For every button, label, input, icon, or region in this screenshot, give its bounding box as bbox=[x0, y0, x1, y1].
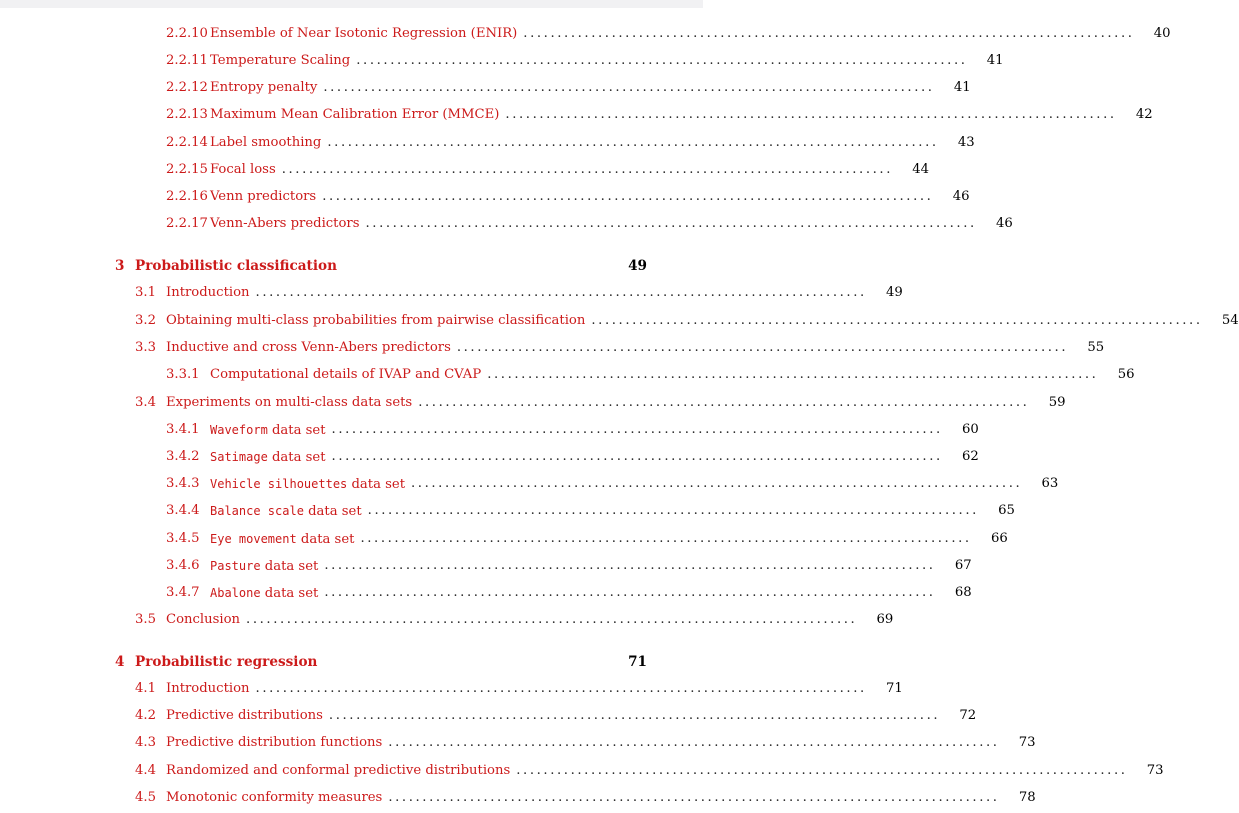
toc-page-number: 42 bbox=[1135, 107, 1153, 122]
toc-entry[interactable] bbox=[0, 160, 929, 180]
toc-entry-number: 3.4.6 bbox=[166, 558, 200, 573]
toc-page-number: 49 bbox=[886, 285, 903, 300]
toc-entry-title: Obtaining multi-class probabilities from pairwise classification bbox=[166, 313, 586, 328]
dot-leader: .......................................................................................... bbox=[388, 790, 1000, 805]
toc-page-number: 44 bbox=[912, 162, 929, 177]
toc-page-number: 67 bbox=[954, 558, 972, 573]
dataset-name: Pasture bbox=[210, 558, 261, 573]
toc-entry[interactable] bbox=[0, 420, 979, 440]
toc-entry-title bbox=[210, 474, 405, 495]
toc-entry-number: 3.3.1 bbox=[166, 367, 200, 382]
dot-leader: .......................................................................................... bbox=[324, 585, 936, 600]
toc-chapter-entry[interactable] bbox=[0, 256, 703, 276]
dot-leader: .......................................................................................... bbox=[327, 135, 939, 150]
toc-page-number: 68 bbox=[954, 585, 972, 600]
toc-entry-title: Probabilistic classification bbox=[135, 258, 337, 274]
dot-leader: .......................................................................................... bbox=[322, 189, 934, 204]
toc-entry[interactable] bbox=[0, 393, 1066, 413]
toc-entry[interactable] bbox=[0, 679, 903, 699]
dot-leader: .......................................................................................... bbox=[487, 367, 1099, 382]
toc-entry-title-suffix: data set bbox=[296, 531, 355, 547]
toc-entry[interactable] bbox=[0, 311, 1239, 331]
toc-entry-number: 3 bbox=[115, 258, 125, 274]
toc-entry-title: Label smoothing bbox=[210, 135, 322, 150]
dot-leader: .......................................................................................... bbox=[331, 422, 943, 437]
dataset-name: Eye movement bbox=[210, 531, 297, 546]
toc-entry-number: 4.3 bbox=[135, 735, 156, 750]
toc-entry-title: Ensemble of Near Isotonic Regression (ENIR) bbox=[210, 26, 518, 41]
toc-entry-number: 2.2.11 bbox=[166, 53, 208, 68]
toc-entry-title: Venn-Abers predictors bbox=[210, 216, 360, 231]
toc-entry-title: Introduction bbox=[166, 285, 250, 300]
toc-entry[interactable] bbox=[0, 447, 979, 467]
toc-page-number: 40 bbox=[1153, 26, 1171, 41]
toc-entry[interactable] bbox=[0, 51, 1004, 71]
dataset-name: Vehicle silhouettes bbox=[210, 476, 348, 491]
dataset-name: Abalone bbox=[210, 585, 261, 600]
toc-entry-title: Temperature Scaling bbox=[210, 53, 351, 68]
toc-entry-number: 2.2.16 bbox=[166, 189, 208, 204]
toc-page-number: 71 bbox=[886, 681, 903, 696]
dot-leader: .......................................................................................... bbox=[255, 681, 867, 696]
dot-leader: .......................................................................................... bbox=[246, 612, 858, 627]
toc-entry[interactable] bbox=[0, 556, 972, 576]
toc-entry-number: 3.4.3 bbox=[166, 476, 200, 491]
toc-entry-number: 2.2.13 bbox=[166, 107, 208, 122]
toc-entry-number: 2.2.12 bbox=[166, 80, 208, 95]
toc-entry-title: Venn predictors bbox=[210, 189, 317, 204]
toc-page-number: 49 bbox=[628, 258, 647, 274]
toc-entry-number: 3.4 bbox=[135, 395, 156, 410]
toc-entry-title: Predictive distributions bbox=[166, 708, 323, 723]
toc-entry-number: 4 bbox=[115, 654, 125, 670]
toc-page-number: 78 bbox=[1018, 790, 1036, 805]
toc-entry-title bbox=[210, 529, 354, 550]
toc-entry-title-suffix: data set bbox=[260, 585, 319, 601]
toc-page-number: 55 bbox=[1087, 340, 1105, 355]
toc-entry-title bbox=[210, 501, 362, 522]
toc-entry-title: Randomized and conformal predictive distributions bbox=[166, 763, 511, 778]
toc-page-number: 71 bbox=[628, 654, 647, 670]
toc-entry[interactable] bbox=[0, 501, 1015, 521]
toc-entry-number: 4.1 bbox=[135, 681, 156, 696]
dot-leader: .......................................................................................... bbox=[331, 449, 943, 464]
toc-entry[interactable] bbox=[0, 338, 1105, 358]
toc-page-number: 56 bbox=[1117, 367, 1135, 382]
toc-entry-number: 3.4.7 bbox=[166, 585, 200, 600]
toc-page-number: 73 bbox=[1018, 735, 1036, 750]
toc-entry-title: Focal loss bbox=[210, 162, 276, 177]
toc-entry[interactable] bbox=[0, 214, 1013, 234]
toc-entry-number: 2.2.14 bbox=[166, 135, 208, 150]
toc-entry[interactable] bbox=[0, 706, 977, 726]
toc-page-number: 72 bbox=[959, 708, 977, 723]
toc-entry[interactable] bbox=[0, 365, 1135, 385]
toc-entry[interactable] bbox=[0, 283, 903, 303]
toc-entry[interactable] bbox=[0, 788, 1036, 808]
toc-entry-number: 3.3 bbox=[135, 340, 156, 355]
toc-entry[interactable] bbox=[0, 24, 1171, 44]
toc-entry-title: Conclusion bbox=[166, 612, 241, 627]
dataset-name: Satimage bbox=[210, 449, 268, 464]
toc-entry[interactable] bbox=[0, 583, 972, 603]
toc-entry-title: Predictive distribution functions bbox=[166, 735, 383, 750]
dot-leader: .......................................................................................... bbox=[356, 53, 968, 68]
toc-page-number: 60 bbox=[962, 422, 979, 437]
toc-entry[interactable] bbox=[0, 529, 1008, 549]
toc-entry-title-suffix: data set bbox=[303, 503, 362, 519]
dot-leader: .......................................................................................... bbox=[456, 340, 1069, 355]
toc-entry-number: 3.5 bbox=[135, 612, 156, 627]
dot-leader: .......................................................................................... bbox=[388, 735, 1000, 750]
toc-entry[interactable] bbox=[0, 761, 1164, 781]
toc-page-number: 41 bbox=[986, 53, 1004, 68]
toc-entry-title: Computational details of IVAP and CVAP bbox=[210, 367, 482, 382]
toc-page-number: 63 bbox=[1041, 476, 1059, 491]
toc-entry-number: 2.2.17 bbox=[166, 216, 208, 231]
toc-page-number: 46 bbox=[996, 216, 1013, 231]
toc-entry-number: 3.4.2 bbox=[166, 449, 200, 464]
toc-entry-number: 4.5 bbox=[135, 790, 156, 805]
toc-page-number: 73 bbox=[1146, 763, 1164, 778]
dot-leader: .......................................................................................... bbox=[505, 107, 1117, 122]
toc-entry-title bbox=[210, 420, 326, 441]
toc-entry-title: Inductive and cross Venn-Abers predictors bbox=[166, 340, 451, 355]
toc-entry[interactable] bbox=[0, 78, 971, 98]
toc-entry-title-suffix: data set bbox=[267, 449, 326, 465]
toc-page-number: 54 bbox=[1221, 313, 1239, 328]
toc-page-number: 59 bbox=[1048, 395, 1066, 410]
toc-chapter-entry[interactable] bbox=[0, 652, 703, 672]
toc-entry-title-suffix: data set bbox=[267, 422, 326, 438]
dot-leader: .......................................................................................... bbox=[516, 763, 1128, 778]
toc-entry-number: 3.4.5 bbox=[166, 531, 200, 546]
toc-entry[interactable] bbox=[0, 105, 1153, 125]
toc-entry-title: Probabilistic regression bbox=[135, 654, 318, 670]
toc-entry-title bbox=[210, 447, 326, 468]
toc-entry-number: 4.2 bbox=[135, 708, 156, 723]
dot-leader: .......................................................................................... bbox=[418, 395, 1030, 410]
toc-entry[interactable] bbox=[0, 733, 1036, 753]
toc-page-number: 69 bbox=[876, 612, 894, 627]
toc-entry[interactable] bbox=[0, 133, 975, 153]
toc-entry-number: 3.4.1 bbox=[166, 422, 200, 437]
dot-leader: .......................................................................................... bbox=[324, 558, 936, 573]
toc-entry[interactable] bbox=[0, 187, 970, 207]
toc-page-number: 46 bbox=[952, 189, 970, 204]
toc-entry-title-suffix: data set bbox=[347, 476, 406, 492]
toc-entry-number: 3.2 bbox=[135, 313, 156, 328]
dataset-name: Waveform bbox=[210, 422, 268, 437]
toc-page-number: 41 bbox=[953, 80, 971, 95]
dot-leader: .......................................................................................... bbox=[323, 80, 935, 95]
toc-entry-title bbox=[210, 583, 318, 604]
toc-entry-title bbox=[210, 556, 318, 577]
dataset-name: Balance scale bbox=[210, 503, 304, 518]
dot-leader: .......................................................................................... bbox=[360, 531, 972, 546]
toc-entry-number: 2.2.10 bbox=[166, 26, 208, 41]
dot-leader: .......................................................................................... bbox=[523, 26, 1135, 41]
toc-entry[interactable] bbox=[0, 474, 1059, 494]
toc-entry-number: 3.4.4 bbox=[166, 503, 200, 518]
toc-entry-title: Entropy penalty bbox=[210, 80, 318, 95]
toc-entry-title-suffix: data set bbox=[260, 558, 319, 574]
toc-entry-number: 2.2.15 bbox=[166, 162, 208, 177]
dot-leader: .......................................................................................... bbox=[328, 708, 941, 723]
dot-leader: .......................................................................................... bbox=[255, 285, 867, 300]
toc-entry-title: Monotonic conformity measures bbox=[166, 790, 383, 805]
toc-entry-title: Introduction bbox=[166, 681, 250, 696]
toc-page-number: 66 bbox=[990, 531, 1008, 546]
toc-entry-number: 3.1 bbox=[135, 285, 156, 300]
toc-entry[interactable] bbox=[0, 610, 894, 630]
dot-leader: .......................................................................................... bbox=[411, 476, 1023, 491]
toc-entry-title: Experiments on multi-class data sets bbox=[166, 395, 413, 410]
dot-leader: .......................................................................................... bbox=[281, 162, 893, 177]
toc-entry-number: 4.4 bbox=[135, 763, 156, 778]
toc-entry-title: Maximum Mean Calibration Error (MMCE) bbox=[210, 107, 500, 122]
dot-leader: .......................................................................................... bbox=[367, 503, 979, 518]
toc-page-number: 43 bbox=[957, 135, 975, 150]
dot-leader: .......................................................................................... bbox=[365, 216, 977, 231]
dot-leader: .......................................................................................... bbox=[591, 313, 1203, 328]
toc-page-number: 62 bbox=[962, 449, 979, 464]
toc-page-number: 65 bbox=[998, 503, 1015, 518]
